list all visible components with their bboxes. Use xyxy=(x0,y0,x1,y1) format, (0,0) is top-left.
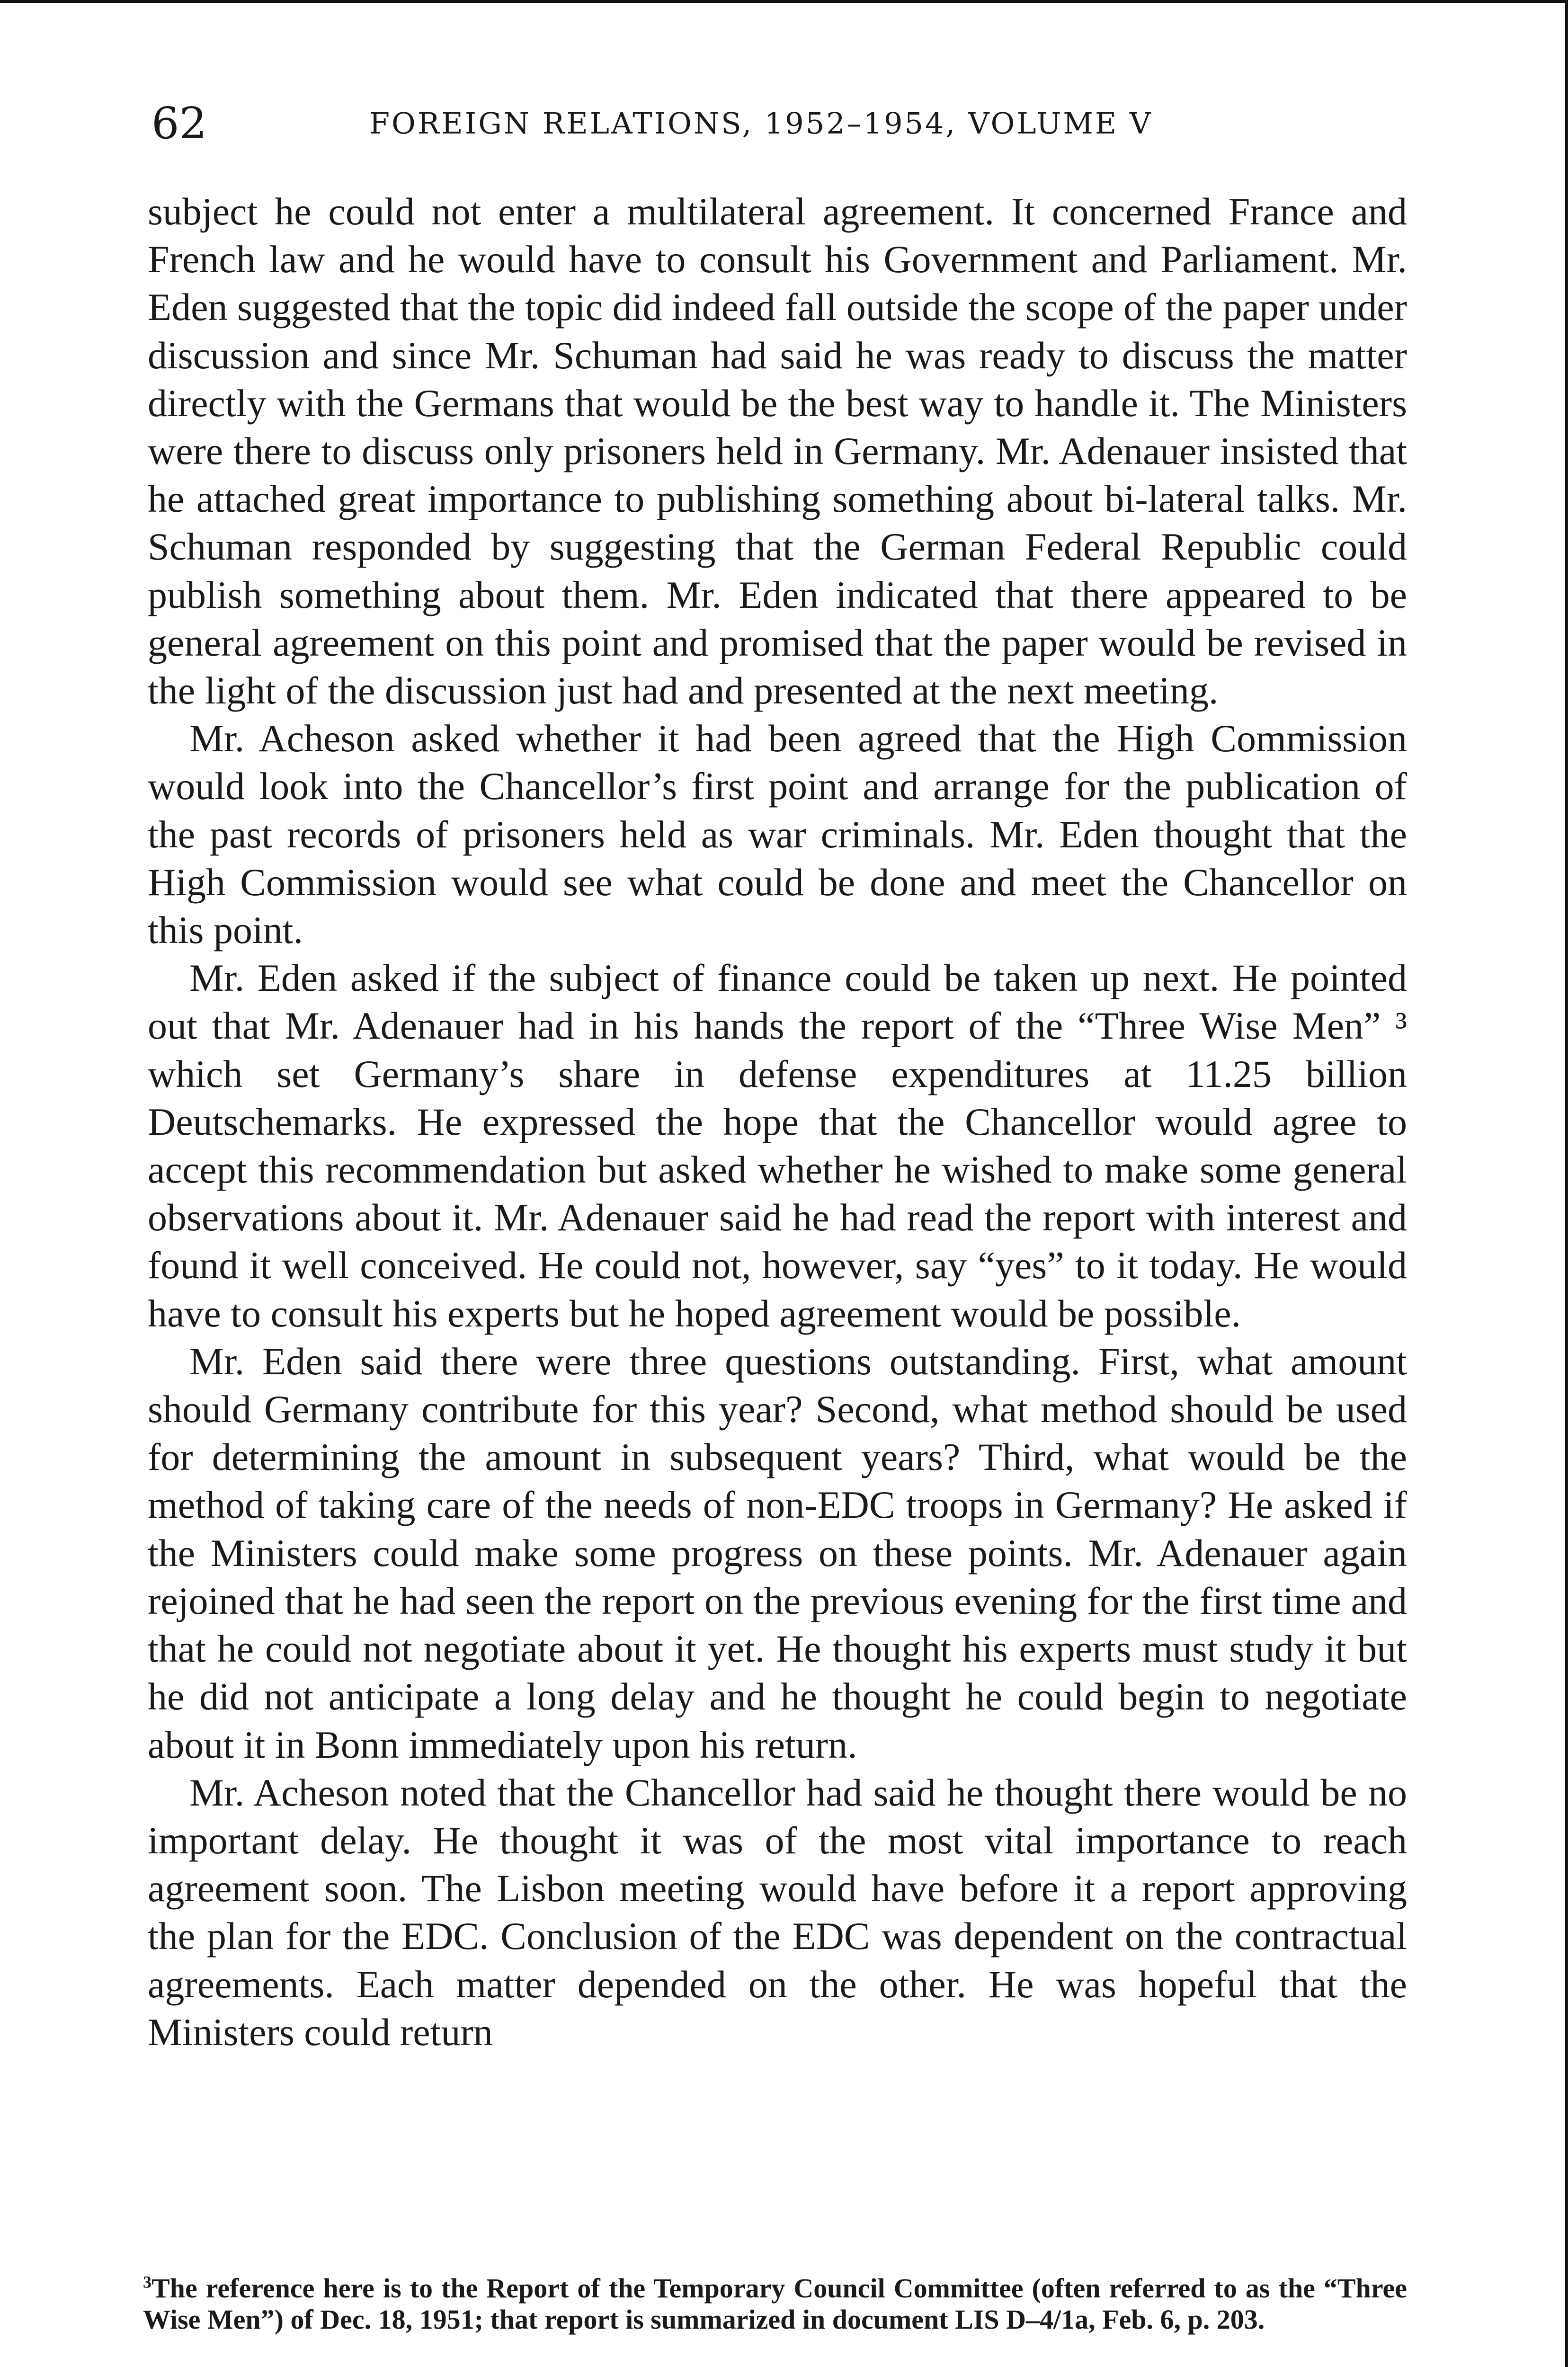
paragraph-2: Mr. Acheson asked whether it had been agreed that the High Commission would look into the Chancellor’s first point and arrange for the publication of the past records of prisoners held as war criminals. Mr. Eden thought that the High Commission would see what could be done and meet the Chancellor on this point. xyxy=(148,717,1407,952)
paragraph-5: Mr. Acheson noted that the Chancellor had said he thought there would be no important delay. He thought it was of the most vital importance to reach agreement soon. The Lisbon meeting would have before it a report approving the plan for the EDC. Conclusion of the EDC was dependent on the contractual agreements. Each matter depended on the other. He was hopeful that the Ministers could return xyxy=(148,1771,1407,2054)
page-number: 62 xyxy=(151,98,207,149)
footnote-text: The reference here is to the Report of the Temporary Council Committee (often referred to as the “Three Wise Men”) of Dec. 18, 1951; that report is summarized in document LIS D–4/1a, Feb. 6, p. 203. xyxy=(143,2273,1407,2335)
paragraph-3: Mr. Eden asked if the subject of finance could be taken up next. He pointed out that Mr. Adenauer had in his hands the report of the “Three Wise Men” ³ which set Germany’s share in defense expenditures at 11.25 billion Deutschemarks. He expressed the hope that the Chancellor would agree to accept this recommendation but asked whether he wished to make some general observations about it. Mr. Adenauer said he had read the report with interest and found it well conceived. He could not, however, say “yes” to it today. He would have to consult his experts but he hoped agreement would be possible. xyxy=(148,956,1407,1335)
running-head: FOREIGN RELATIONS, 1952–1954, VOLUME V xyxy=(369,106,1153,141)
footnote-marker: 3 xyxy=(143,2272,151,2292)
footnote xyxy=(143,2273,1407,2335)
footnote-paragraph xyxy=(143,2273,1407,2335)
page-header xyxy=(151,88,1401,159)
paragraph-1: subject he could not enter a multilateral agreement. It concerned France and French law and he would have to consult his Government and Parliament. Mr. Eden suggested that the topic did indeed fall outside the scope of the paper under discussion and since Mr. Schuman had said he was ready to discuss the matter directly with the Germans that would be the best way to handle it. The Ministers were there to discuss only prisoners held in Germany. Mr. Adenauer insisted that he attached great importance to publishing something about bi-lateral talks. Mr. Schuman responded by suggesting that the German Federal Republic could publish something about them. Mr. Eden indicated that there appeared to be general agreement on this point and promised that the paper would be revised in the light of the discussion just had and presented at the next meeting. xyxy=(148,190,1407,712)
body-text xyxy=(148,187,1407,2056)
paragraph-4: Mr. Eden said there were three questions outstanding. First, what amount should Germany contribute for this year? Second, what method should be used for determining the amount in subsequent years? Third, what would be the method of taking care of the needs of non-EDC troops in Germany? He asked if the Ministers could make some progress on these points. Mr. Adenauer again rejoined that he had seen the report on the previous evening for the first time and that he could not negotiate about it yet. He thought his experts must study it but he did not anticipate a long delay and he thought he could begin to negotiate about it in Bonn immediately upon his return. xyxy=(148,1339,1407,1766)
